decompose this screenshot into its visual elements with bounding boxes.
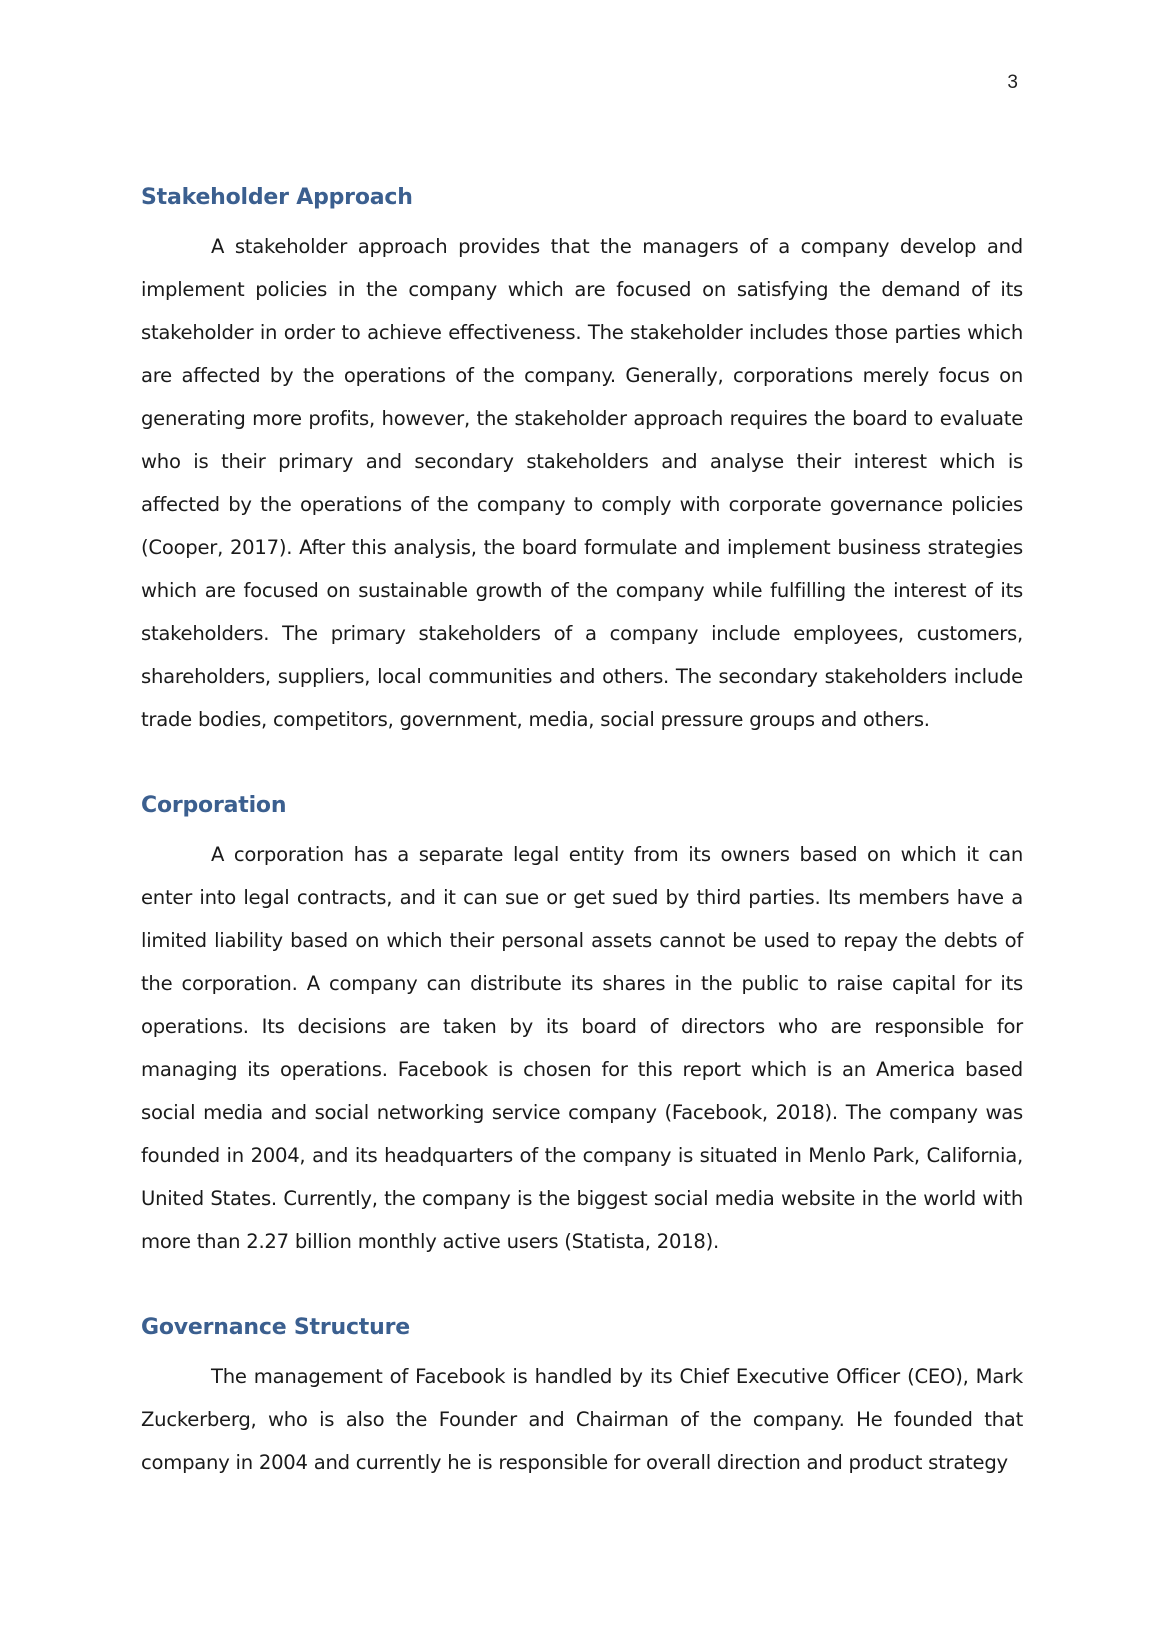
- section-heading: Governance Structure: [141, 1315, 410, 1340]
- section-spacer: [141, 1263, 1023, 1313]
- page-content: [141, 183, 1023, 1484]
- page-number: 3: [1007, 72, 1018, 93]
- section-stakeholder-approach: [141, 183, 1023, 741]
- section-heading: Stakeholder Approach: [141, 185, 413, 210]
- section-paragraph: A corporation has a separate legal entity from its owners based on which it can enter into legal contracts, and it can sue or get sued by third parties. Its members have a limited liability based on which their personal assets cannot be used to repay the debts of the corporation. A company can distribute its shares in the public to raise capital for its operations. Its decisions are taken by its board of directors who are responsible for managing its operations. Facebook is chosen for this report which is an America based social media and social networking service company (Facebook, 2018). The company was founded in 2004, and its headquarters of the company is situated in Menlo Park, California, United States. Currently, the company is the biggest social media website in the world with more than 2.27 billion monthly active users (Statista, 2018).: [141, 843, 1023, 1253]
- section-spacer: [141, 741, 1023, 791]
- section-paragraph: A stakeholder approach provides that the managers of a company develop and implement policies in the company which are focused on satisfying the demand of its stakeholder in order to achieve effectiveness. The stakeholder includes those parties which are affected by the operations of the company. Generally, corporations merely focus on generating more profits, however, the stakeholder approach requires the board to evaluate who is their primary and secondary stakeholders and analyse their interest which is affected by the operations of the company to comply with corporate governance policies (Cooper, 2017). After this analysis, the board formulate and implement business strategies which are focused on sustainable growth of the company while fulfilling the interest of its stakeholders. The primary stakeholders of a company include employees, customers, shareholders, suppliers, local communities and others. The secondary stakeholders include trade bodies, competitors, government, media, social pressure groups and others.: [141, 235, 1023, 731]
- section-corporation: [141, 791, 1023, 1263]
- section-governance-structure: [141, 1313, 1023, 1484]
- section-heading: Corporation: [141, 793, 287, 818]
- section-paragraph: The management of Facebook is handled by its Chief Executive Officer (CEO), Mark Zuckerberg, who is also the Founder and Chairman of the company. He founded that company in 2004 and currently he is responsible for overall direction and product strategy: [141, 1365, 1023, 1474]
